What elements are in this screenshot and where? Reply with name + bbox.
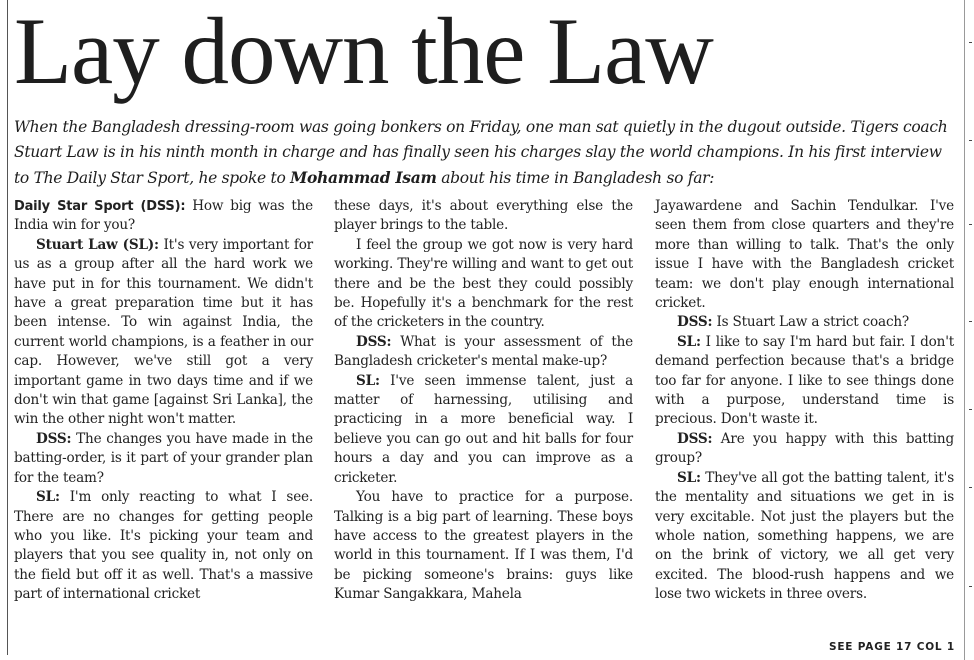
article-column-1 xyxy=(14,197,313,605)
paragraph xyxy=(655,469,954,605)
paragraph xyxy=(14,236,313,430)
paragraph xyxy=(655,430,954,469)
paragraph-text: I've seen immense talent, just a matter of harnessing, utilising and practicing in a more beneficial way. I believe you can go out and hit balls for four hours a day and you can improve as a cricketer. xyxy=(334,372,633,486)
speaker-label: DSS: xyxy=(356,333,392,350)
paragraph xyxy=(14,488,313,604)
adjacent-column-mark xyxy=(969,42,972,43)
paragraph-text: I'm only reacting to what I see. There are no changes for getting people who you like. It's picking your team and players that you see quality in, not only on the field but off it as well. That's a massive part of international cricket xyxy=(14,489,313,603)
paragraph-text: What is your assessment of the Bangladesh cricketer's mental make-up? xyxy=(334,333,633,370)
standfirst xyxy=(14,115,960,191)
paragraph xyxy=(14,430,313,488)
author-name: Mohammad Isam xyxy=(290,168,437,187)
adjacent-column-mark xyxy=(969,140,972,141)
right-column-rule xyxy=(964,0,965,660)
adjacent-column-mark xyxy=(969,224,972,225)
paragraph-text: The changes you have made in the batting-order, is it part of your grander plan for the team? xyxy=(14,430,313,486)
standfirst-text-end: about his time in Bangladesh so far: xyxy=(436,169,715,187)
article-column-2 xyxy=(334,197,633,605)
paragraph xyxy=(655,313,954,332)
paragraph xyxy=(334,372,633,488)
adjacent-column-mark xyxy=(969,409,972,410)
adjacent-column-mark xyxy=(969,321,972,322)
paragraph: I feel the group we got now is very hard working. They're willing and want to get out there and be the best they could possibly be. Hopefully it's a benchmark for the rest of the cricketers in the country. xyxy=(334,236,633,331)
speaker-label: DSS: xyxy=(677,430,713,447)
paragraph-text: Are you happy with this batting group? xyxy=(655,430,954,467)
speaker-label: SL: xyxy=(677,333,701,350)
speaker-label: DSS: xyxy=(677,314,713,331)
article-column-3 xyxy=(655,197,954,605)
adjacent-column-mark xyxy=(969,586,972,587)
paragraph: Jayawardene and Sachin Tendulkar. I've seen them from close quarters and they're more than willing to talk. That's the only issue I have with the Bangladesh cricket team: we don't play enough international cricket. xyxy=(655,198,954,312)
speaker-label: SL: xyxy=(677,469,701,486)
paragraph-text: I like to say I'm hard but fair. I don't demand perfection because that's a bridge too far for anyone. I like to see things done with a purpose, understand time is precious. Don't waste it. xyxy=(655,333,954,428)
speaker-label: SL: xyxy=(36,489,60,506)
speaker-label: DSS: xyxy=(36,430,72,447)
paragraph: these days, it's about everything else the player brings to the table. xyxy=(334,198,633,234)
speaker-label: Stuart Law (SL): xyxy=(36,236,159,253)
standfirst-text: When the Bangladesh dressing-room was going bonkers on Friday, one man sat quietly in the dugout outside. Tigers coach Stuart Law is in his ninth month in charge and has finally seen his charges slay the world champions. In his first interview to The Daily Star Sport, he spoke to xyxy=(14,118,948,187)
paragraph xyxy=(14,197,313,236)
paragraph xyxy=(334,333,633,372)
paragraph-text: They've all got the batting talent, it's the mentality and situations we get in is very excitable. Not just the players but the whole nation, something happens, we are on the brink of victory, we all get very excited. The blood-rush happens and we lose two wickets in three overs. xyxy=(655,469,954,603)
speaker-label: Daily Star Sport (DSS): xyxy=(14,199,186,214)
paragraph-text: Is Stuart Law a strict coach? xyxy=(712,314,910,331)
paragraph-text: It's very important for us as a group after all the hard work we have put in for this tournament. We didn't have a great preparation time but it has been intense. To win against India, the current world champions, is a feather in our cap. However, we've still got a very important game in two days time and if we don't win that game [against Sri Lanka], the win the other night won't matter. xyxy=(14,236,313,428)
headline: Lay down the Law xyxy=(14,0,713,104)
continuation-note: SEE PAGE 17 COL 1 xyxy=(828,641,955,653)
paragraph xyxy=(655,333,954,430)
paragraph-text: How big was the India win for you? xyxy=(14,198,313,234)
speaker-label: SL: xyxy=(356,372,380,389)
adjacent-column-mark xyxy=(969,487,972,488)
left-column-rule xyxy=(7,0,8,655)
paragraph: You have to practice for a purpose. Talking is a big part of learning. These boys have access to the greatest players in the world in this tournament. If I was them, I'd be picking someone's brains: guys like Kumar Sangakkara, Mahela xyxy=(334,489,633,603)
